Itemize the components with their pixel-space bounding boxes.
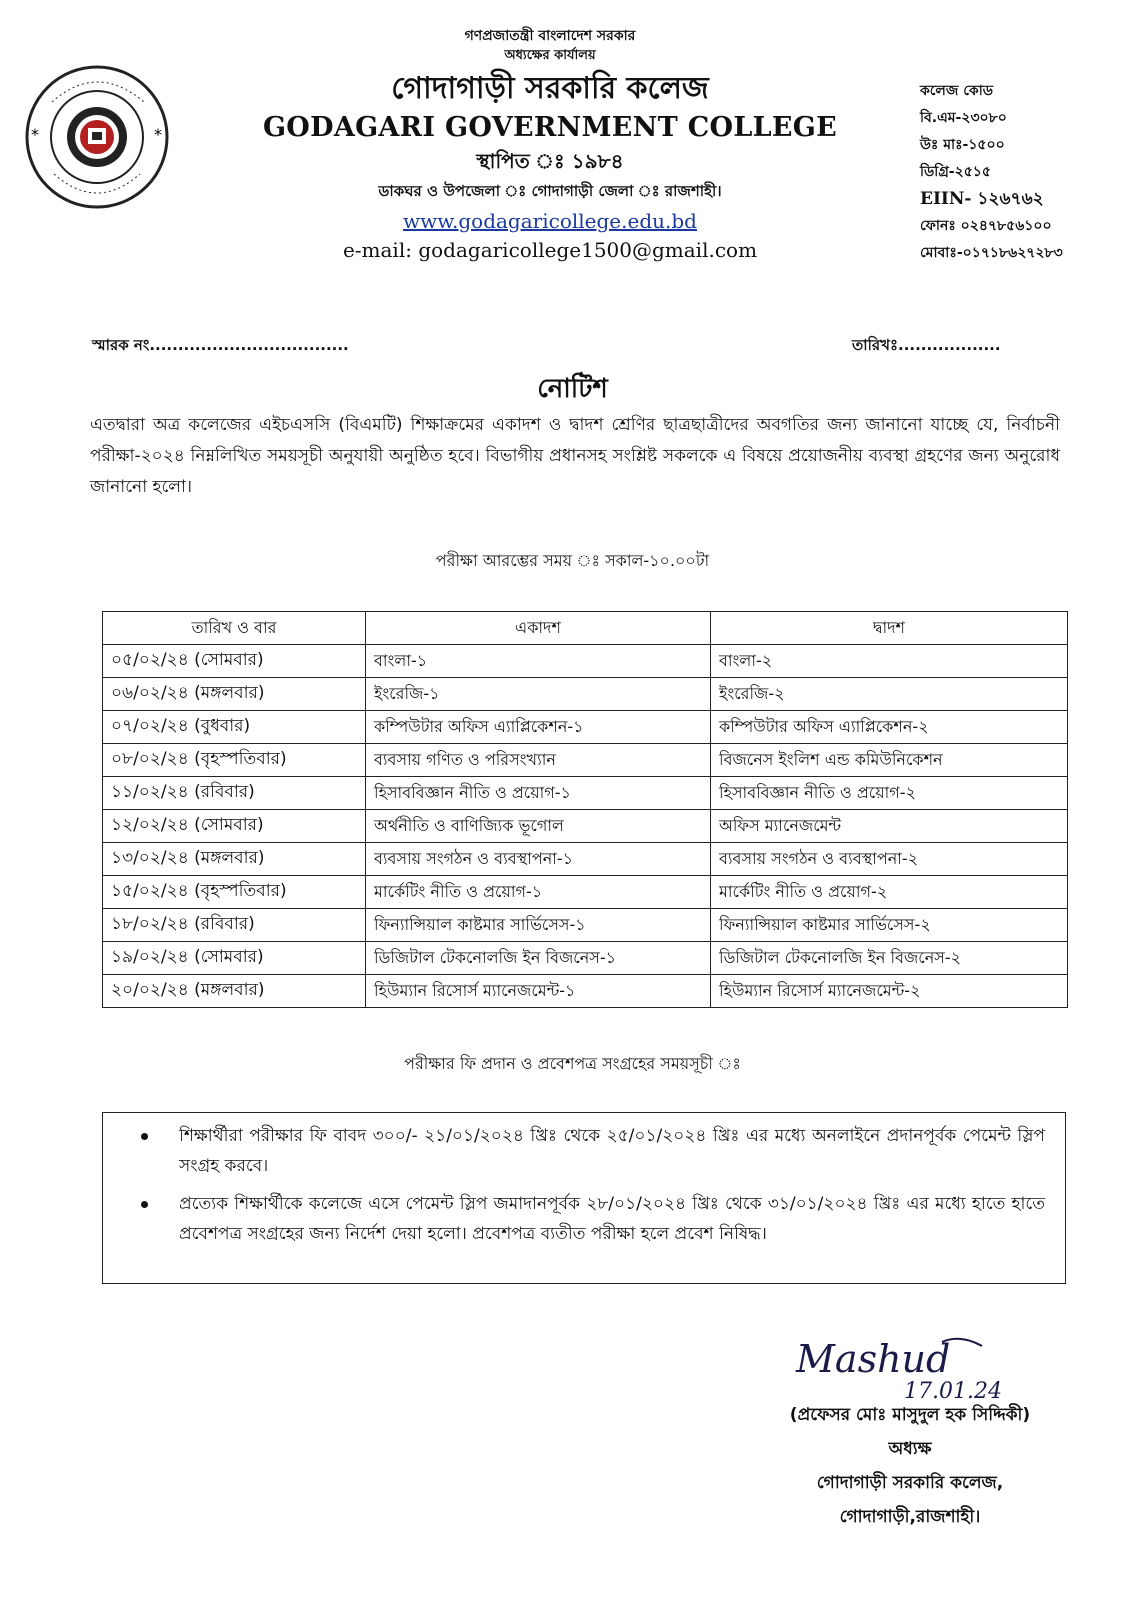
xi-subject-cell: ফিন্যান্সিয়াল কাষ্টমার সার্ভিসেস-১	[366, 909, 711, 942]
code-bm: বি.এম-২৩০৮০	[920, 110, 1007, 126]
date-cell: ০৮/০২/২৪ (বৃহস্পতিবার)	[103, 744, 366, 777]
table-header-row	[103, 612, 1068, 645]
xii-subject-cell: বিজনেস ইংলিশ এন্ড কমিউনিকেশন	[711, 744, 1068, 777]
website-link[interactable]: www.godagaricollege.edu.bd	[403, 209, 697, 233]
signatory-location: গোদাগাড়ী,রাজশাহী।	[839, 1507, 981, 1527]
column-header-xii: দ্বাদশ	[711, 612, 1068, 645]
codes-heading: কলেজ কোড	[920, 83, 994, 99]
phone-number: ফোনঃ ০২৪৭৮৫৬১০০	[920, 218, 1052, 234]
xi-subject-cell: ডিজিটাল টেকনোলজি ইন বিজনেস-১	[366, 942, 711, 975]
xii-subject-cell: হিসাববিজ্ঞান নীতি ও প্রয়োগ-২	[711, 777, 1068, 810]
xi-subject-cell: হিউম্যান রিসোর্স ম্যানেজমেন্ট-১	[366, 975, 711, 1008]
date-field: তারিখঃ..................	[852, 336, 1001, 354]
government-line: গণপ্রজাতন্ত্রী বাংলাদেশ সরকার	[464, 28, 636, 44]
date-cell: ১২/০২/২৪ (সোমবার)	[103, 810, 366, 843]
college-codes	[920, 78, 1130, 267]
letterhead	[250, 26, 850, 264]
column-header-xi: একাদশ	[366, 612, 711, 645]
notice-title: নোটিশ	[537, 374, 608, 404]
xii-subject-cell: হিউম্যান রিসোর্স ম্যানেজমেন্ট-২	[711, 975, 1068, 1008]
date-cell: ১৮/০২/২৪ (রবিবার)	[103, 909, 366, 942]
table-row	[103, 810, 1068, 843]
svg-text:*: *	[154, 125, 162, 144]
xii-subject-cell: মার্কেটিং নীতি ও প্রয়োগ-২	[711, 876, 1068, 909]
list-item: শিক্ষার্থীরা পরীক্ষার ফি বাবদ ৩০০/- ২১/০১/২০২৪ খ্রিঃ থেকে ২৫/০১/২০২৪ খ্রিঃ এর মধ্যে অনলাইনে প্রদানপূর্বক পেমেন্ট স্লিপ সংগ্রহ করবে।	[179, 1121, 1045, 1181]
table-row	[103, 678, 1068, 711]
svg-text:Mashud: Mashud	[796, 1337, 951, 1381]
date-cell: ১৫/০২/২৪ (বৃহস্পতিবার)	[103, 876, 366, 909]
notice-intro: এতদ্বারা অত্র কলেজের এইচএসসি (বিএমটি) শিক্ষাক্রমের একাদশ ও দ্বাদশ শ্রেণির ছাত্রছাত্রীদের অবগতির জন্য জানানো যাচ্ছে যে, নির্বাচনী পরীক্ষা-২০২৪ নিম্নলিখিত সময়সূচী অনুযায়ী অনুষ্ঠিত হবে। বিভাগীয় প্রধানসহ সংশ্লিষ্ট সকলকে এ বিষয়ে প্রয়োজনীয় ব্যবস্থা গ্রহণের জন্য অনুরোধ জানানো হলো।	[90, 415, 1060, 497]
table-row	[103, 876, 1068, 909]
xii-subject-cell: ইংরেজি-২	[711, 678, 1068, 711]
exam-schedule-table	[102, 611, 1068, 1008]
date-cell: ১১/০২/২৪ (রবিবার)	[103, 777, 366, 810]
code-degree: ডিগ্রি-২৫১৫	[920, 164, 991, 180]
signatory-designation: অধ্যক্ষ	[888, 1439, 932, 1459]
xii-subject-cell: কম্পিউটার অফিস এ্যাপ্লিকেশন-২	[711, 711, 1068, 744]
table-row	[103, 645, 1068, 678]
college-name-bn: গোদাগাড়ী সরকারি কলেজ	[391, 71, 709, 106]
signatory-name: (প্রফেসর মোঃ মাসুদুল হক সিদ্দিকী)	[789, 1405, 1031, 1425]
email-line: e-mail: godagaricollege1500@gmail.com	[342, 238, 758, 262]
svg-text:17.01.24: 17.01.24	[904, 1379, 1002, 1404]
xi-subject-cell: কম্পিউটার অফিস এ্যাপ্লিকেশন-১	[366, 711, 711, 744]
column-header-date: তারিখ ও বার	[103, 612, 366, 645]
xi-subject-cell: ব্যবসায় সংগঠন ও ব্যবস্থাপনা-১	[366, 843, 711, 876]
office-line: অধ্যক্ষের কার্যালয়	[504, 48, 596, 63]
list-item: প্রত্যেক শিক্ষার্থীকে কলেজে এসে পেমেন্ট স্লিপ জমাদানপূর্বক ২৮/০১/২০২৪ খ্রিঃ থেকে ৩১/০১/২০২৪ খ্রিঃ এর মধ্যে হাতে হাতে প্রবেশপত্র সংগ্রহের জন্য নির্দেশ দেয়া হলো। প্রবেশপত্র ব্যতীত পরীক্ষা হলে প্রবেশ নিষিদ্ধ।	[179, 1189, 1045, 1249]
college-seal-icon	[22, 62, 172, 212]
code-hsc: উঃ মাঃ-১৫০০	[920, 137, 1005, 153]
signatory-institution: গোদাগাড়ী সরকারি কলেজ,	[816, 1473, 1004, 1493]
exam-start-time: পরীক্ষা আরম্ভের সময় ঃ সকাল-১০.০০টা	[435, 551, 710, 570]
table-row	[103, 744, 1068, 777]
fee-schedule-heading: পরীক্ষার ফি প্রদান ও প্রবেশপত্র সংগ্রহের সময়সূচী ঃ	[404, 1054, 741, 1073]
table-row	[103, 711, 1068, 744]
table-row	[103, 975, 1068, 1008]
svg-text:*: *	[31, 125, 39, 144]
xii-subject-cell: বাংলা-২	[711, 645, 1068, 678]
table-row	[103, 942, 1068, 975]
xii-subject-cell: ডিজিটাল টেকনোলজি ইন বিজনেস-২	[711, 942, 1068, 975]
signature-icon	[792, 1332, 1022, 1404]
xi-subject-cell: ব্যবসায় গণিত ও পরিসংখ্যান	[366, 744, 711, 777]
fee-instructions-box	[102, 1112, 1066, 1284]
xi-subject-cell: বাংলা-১	[366, 645, 711, 678]
code-eiin: EIIN- ১২৬৭৬২	[920, 189, 1044, 209]
table-row	[103, 909, 1068, 942]
signatory-block	[740, 1398, 1080, 1534]
date-cell: ০৫/০২/২৪ (সোমবার)	[103, 645, 366, 678]
xi-subject-cell: অর্থনীতি ও বাণিজ্যিক ভূগোল	[366, 810, 711, 843]
date-cell: ১৩/০২/২৪ (মঙ্গলবার)	[103, 843, 366, 876]
xii-subject-cell: ব্যবসায় সংগঠন ও ব্যবস্থাপনা-২	[711, 843, 1068, 876]
memo-number: স্মারক নং...................................	[92, 336, 349, 354]
date-cell: ০৬/০২/২৪ (মঙ্গলবার)	[103, 678, 366, 711]
date-cell: ২০/০২/২৪ (মঙ্গলবার)	[103, 975, 366, 1008]
xii-subject-cell: ফিন্যান্সিয়াল কাষ্টমার সার্ভিসেস-২	[711, 909, 1068, 942]
mobile-number: মোবাঃ-০১৭১৮৬২৭২৮৩	[920, 245, 1063, 261]
college-name-en: GODAGARI GOVERNMENT COLLEGE	[262, 112, 838, 143]
xi-subject-cell: হিসাববিজ্ঞান নীতি ও প্রয়োগ-১	[366, 777, 711, 810]
established-line: স্থাপিত ঃ ১৯৮৪	[476, 149, 624, 173]
date-cell: ১৯/০২/২৪ (সোমবার)	[103, 942, 366, 975]
xii-subject-cell: অফিস ম্যানেজমেন্ট	[711, 810, 1068, 843]
table-row	[103, 777, 1068, 810]
date-cell: ০৭/০২/২৪ (বুধবার)	[103, 711, 366, 744]
xi-subject-cell: মার্কেটিং নীতি ও প্রয়োগ-১	[366, 876, 711, 909]
xi-subject-cell: ইংরেজি-১	[366, 678, 711, 711]
address-line: ডাকঘর ও উপজেলা ঃ গোদাগাড়ী জেলা ঃ রাজশাহী।	[378, 182, 722, 200]
table-row	[103, 843, 1068, 876]
